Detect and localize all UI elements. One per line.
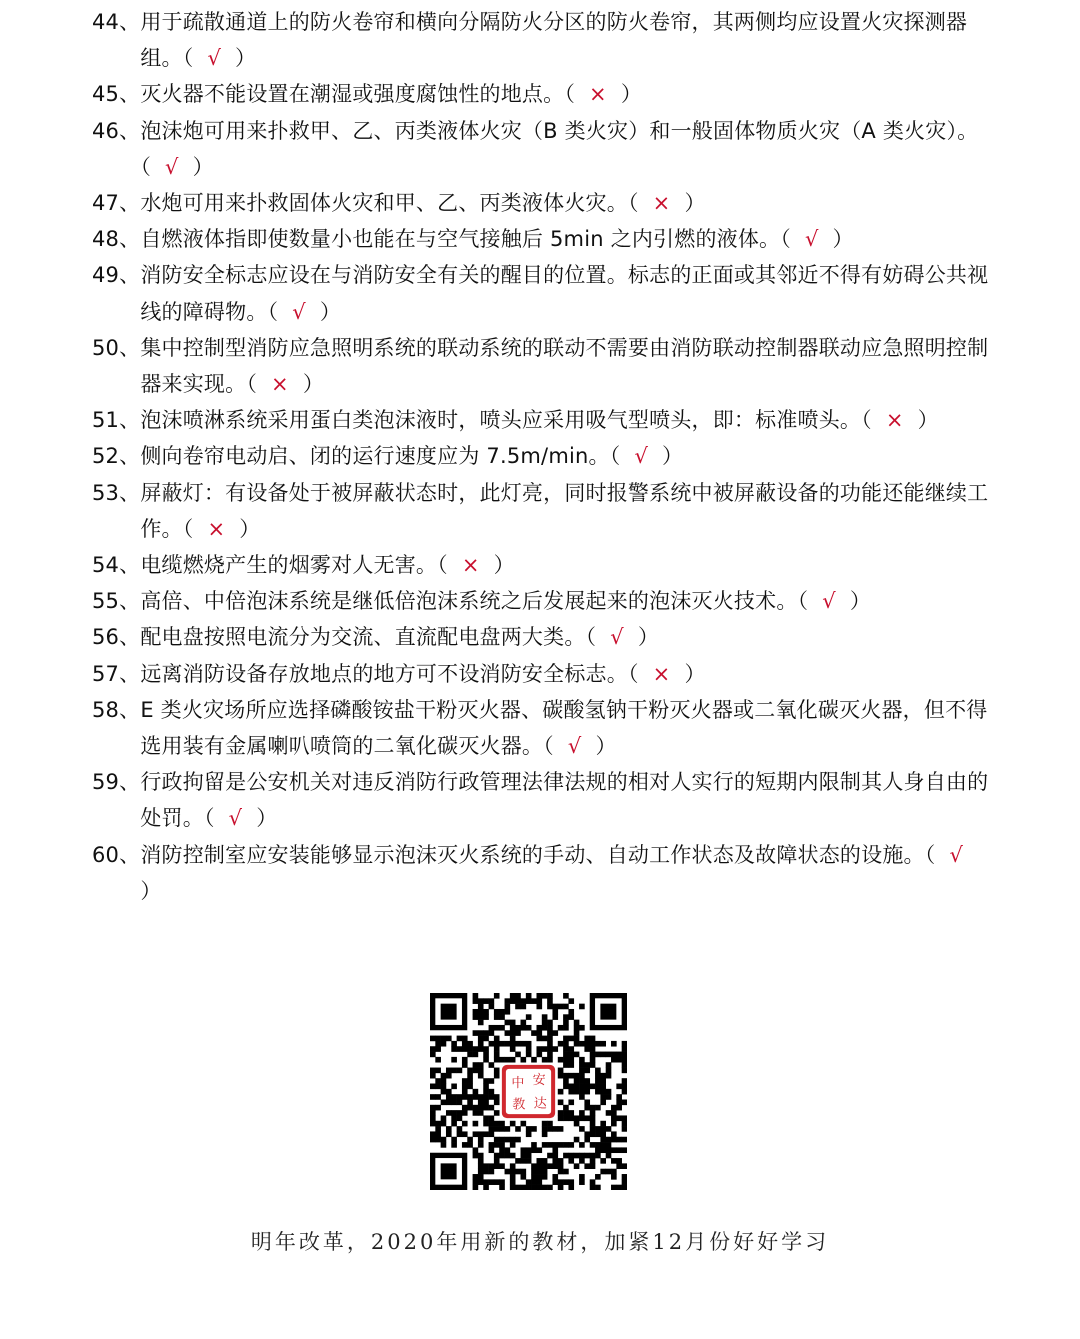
question-text: 灭火器不能设置在潮湿或强度腐蚀性的地点。	[140, 82, 565, 107]
question-text: 消防安全标志应设在与消防安全有关的醒目的位置。标志的正面或其邻近不得有妨碍公共视线的障碍物。	[140, 263, 989, 324]
qr-code-image	[430, 993, 627, 1190]
question-text: 集中控制型消防应急照明系统的联动系统的联动不需要由消防联动控制器联动应急照明控制器来实现。	[140, 335, 989, 397]
check-mark-icon: √	[949, 842, 964, 867]
answer-paren-open: （	[437, 553, 448, 578]
qr-logo-char: 达	[533, 1096, 547, 1112]
question-body	[140, 76, 992, 112]
question-body	[140, 113, 992, 185]
answer-paren-close: ）	[684, 661, 706, 686]
question-item	[92, 402, 992, 438]
check-mark-icon: √	[292, 299, 306, 324]
question-text: 泡沫炮可用来扑救甲、乙、丙类液体火灾（B 类火灾）和一般固体物质火灾（A 类火灾）。	[140, 118, 979, 143]
question-item	[92, 619, 992, 655]
question-item	[92, 330, 992, 402]
question-text: 高倍、中倍泡沫系统是继低倍泡沫系统之后发展起来的泡沫灭火技术。	[140, 589, 798, 614]
question-body	[140, 185, 992, 221]
cross-mark-icon: ×	[652, 661, 671, 686]
answer-paren-close: ）	[256, 806, 278, 831]
question-text: 配电盘按照电流分为交流、直流配电盘两大类。	[140, 625, 586, 650]
question-text: 侧向卷帘电动启、闭的运行速度应为 7.5m/min。	[140, 444, 610, 469]
answer-paren-open: （	[564, 82, 576, 107]
question-body	[140, 402, 992, 438]
question-number: 56、	[92, 625, 141, 650]
check-mark-icon: √	[634, 444, 649, 469]
answer-paren-open: （	[585, 625, 597, 650]
cross-mark-icon: ×	[207, 516, 226, 541]
question-list	[92, 4, 992, 909]
question-text: 水炮可用来扑救固体火灾和甲、乙、丙类液体火灾。	[140, 191, 628, 216]
question-number: 49、	[92, 263, 141, 288]
qr-logo-char: 安	[532, 1073, 546, 1089]
answer-paren-open: （	[246, 372, 258, 397]
answer-paren-close: ）	[832, 227, 854, 252]
question-text: 自燃液体指即使数量小也能在与空气接触后 5min 之内引燃的液体。	[140, 227, 781, 252]
question-item	[92, 692, 992, 764]
question-item	[92, 837, 992, 909]
check-mark-icon: √	[567, 734, 582, 759]
question-number: 44、	[92, 10, 141, 34]
question-item	[92, 221, 992, 257]
question-number: 60、	[92, 842, 141, 867]
question-text: 消防控制室应安装能够显示泡沫灭火系统的手动、自动工作状态及故障状态的设施。	[140, 842, 925, 867]
question-text: 用于疏散通道上的防火卷帘和横向分隔防火分区的防火卷帘，其两侧均应设置火灾探测器组。	[140, 10, 968, 71]
question-item	[92, 475, 992, 547]
question-number: 47、	[92, 191, 141, 216]
answer-paren-close: ）	[849, 589, 872, 614]
question-number: 51、	[92, 408, 141, 433]
answer-paren-open: （	[780, 227, 791, 252]
cross-mark-icon: ×	[589, 82, 607, 107]
question-body	[140, 656, 992, 692]
cross-mark-icon: ×	[652, 191, 671, 216]
answer-paren-open: （	[609, 444, 621, 469]
answer-paren-close: ）	[917, 408, 939, 433]
question-number: 46、	[92, 118, 141, 143]
question-item	[92, 185, 992, 221]
qr-logo-char: 教	[512, 1097, 526, 1113]
question-text: 远离消防设备存放地点的地方可不设消防安全标志。	[140, 661, 628, 686]
question-item	[92, 76, 992, 112]
question-body	[140, 4, 992, 76]
question-item	[92, 764, 992, 836]
question-number: 58、	[92, 697, 141, 722]
question-item	[92, 547, 992, 583]
answer-paren-close: ）	[493, 553, 515, 578]
question-text: 行政拘留是公安机关对违反消防行政管理法律法规的相对人实行的短期内限制其人身自由的处罚。	[140, 770, 989, 831]
question-number: 52、	[92, 444, 141, 469]
answer-paren-close: ）	[662, 444, 684, 469]
question-number: 48、	[92, 227, 141, 252]
question-text: 屏蔽灯：有设备处于被屏蔽状态时，此灯亮，同时报警系统中被屏蔽设备的功能还能继续工作。	[140, 480, 989, 541]
cross-mark-icon: ×	[271, 372, 289, 397]
answer-paren-open: （	[203, 806, 215, 831]
question-number: 57、	[92, 661, 141, 686]
answer-paren-open: （	[861, 408, 872, 433]
answer-paren-open: （	[924, 842, 936, 867]
question-item	[92, 583, 992, 619]
answer-paren-open: （	[627, 191, 639, 216]
question-body	[140, 764, 992, 836]
answer-paren-close: ）	[620, 82, 643, 107]
answer-paren-close: ）	[239, 516, 261, 541]
answer-paren-open: （	[140, 154, 152, 179]
cross-mark-icon: ×	[885, 408, 904, 433]
check-mark-icon: √	[804, 227, 819, 252]
answer-paren-close: ）	[595, 734, 617, 759]
question-body	[140, 257, 992, 329]
answer-paren-close: ）	[319, 299, 342, 324]
qr-code	[430, 993, 627, 1190]
check-mark-icon: √	[822, 589, 836, 614]
footer-note: 明年改革，2020年用新的教材，加紧12月份好好学习	[250, 1230, 830, 1254]
question-body	[140, 692, 992, 764]
question-body	[140, 583, 992, 619]
cross-mark-icon: ×	[461, 553, 480, 578]
question-number: 59、	[92, 770, 141, 795]
check-mark-icon: √	[610, 625, 624, 650]
answer-paren-open: （	[267, 299, 279, 324]
question-body	[140, 619, 992, 655]
check-mark-icon: √	[207, 46, 222, 71]
question-body	[140, 221, 992, 257]
question-text: 电缆燃烧产生的烟雾对人无害。	[140, 553, 438, 578]
question-number: 50、	[92, 335, 141, 360]
answer-paren-open: （	[797, 589, 809, 614]
question-number: 45、	[92, 82, 141, 107]
question-number: 54、	[92, 553, 141, 578]
question-item	[92, 656, 992, 692]
question-item	[92, 438, 992, 474]
qr-logo-char: 中	[511, 1076, 525, 1092]
question-item	[92, 113, 992, 185]
answer-paren-close: ）	[140, 878, 162, 903]
answer-paren-close: ）	[637, 625, 660, 650]
answer-paren-close: ）	[235, 46, 257, 71]
question-body	[140, 547, 992, 583]
answer-paren-open: （	[182, 46, 194, 71]
answer-paren-close: ）	[192, 154, 214, 179]
question-item	[92, 4, 992, 76]
answer-paren-close: ）	[684, 191, 706, 216]
question-number: 53、	[92, 480, 141, 505]
question-number: 55、	[92, 589, 141, 614]
question-text: E 类火灾场所应选择磷酸铵盐干粉灭火器、碳酸氢钠干粉灭火器或二氧化碳灭火器，但不得选用装有金属喇叭喷筒的二氧化碳灭火器。	[140, 697, 988, 759]
question-body	[140, 475, 992, 547]
check-mark-icon: √	[228, 806, 243, 831]
question-item	[92, 257, 992, 329]
question-text: 泡沫喷淋系统采用蛋白类泡沫液时，喷头应采用吸气型喷头，即：标准喷头。	[140, 408, 862, 433]
check-mark-icon: √	[165, 154, 179, 179]
question-body	[140, 330, 992, 402]
answer-paren-open: （	[627, 661, 639, 686]
answer-paren-close: ）	[302, 372, 325, 397]
answer-paren-open: （	[543, 734, 554, 759]
question-body	[140, 438, 992, 474]
question-body	[140, 837, 992, 909]
answer-paren-open: （	[182, 516, 194, 541]
